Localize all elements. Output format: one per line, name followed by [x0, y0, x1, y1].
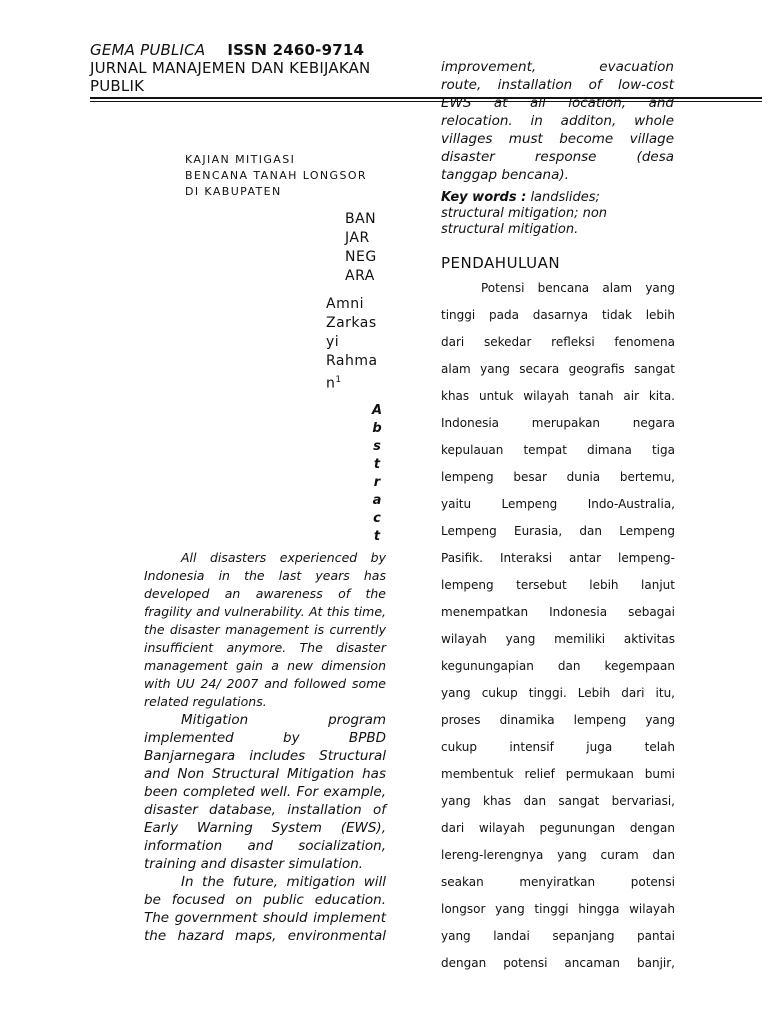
article-title-line: DI KABUPATEN [185, 185, 282, 198]
body-line: lereng-lerengnya yang curam dan [441, 848, 675, 862]
body-line: kepulauan tempat dimana tiga [441, 443, 675, 457]
abstract-body [144, 549, 386, 945]
region-line: ARA [345, 268, 375, 284]
body-line: yang khas dan sangat bervariasi, [441, 794, 675, 808]
body-line: Indonesia merupakan negara [441, 416, 675, 430]
body-line: kegunungapian dan kegempaan [441, 659, 675, 673]
journal-subtitle-line1: JURNAL MANAJEMEN DAN KEBIJAKAN [90, 59, 371, 77]
abstract-cont-line: tanggap bencana). [441, 167, 569, 183]
region-line: BAN [345, 211, 377, 227]
body-text [441, 275, 675, 977]
journal-header [90, 41, 364, 59]
region-line: NEG [345, 249, 377, 265]
abstract-paragraph-3: In the future, mitigation will be focused on public education. The government should implement the hazard maps, environmental [144, 874, 386, 944]
body-line: Pasifik. Interaksi antar lempeng- [441, 551, 675, 565]
body-line: seakan menyiratkan potensi [441, 875, 675, 889]
body-line: dari wilayah pegunungan dengan [441, 821, 675, 835]
body-line: wilayah yang memiliki aktivitas [441, 632, 675, 646]
body-line: Potensi bencana alam yang [481, 281, 675, 295]
body-line: longsor yang tinggi hingga wilayah [441, 902, 675, 916]
author-line: n [326, 375, 336, 392]
keywords-text: landslides; [526, 190, 600, 205]
body-line: membentuk relief permukaan bumi [441, 767, 675, 781]
abstract-paragraph-1: All disasters experienced by Indonesia in the last years has developed an awareness of the fragility and vulnerability. At this time, the disaster management is currently insufficient anymore. The disaster management gain a new dimension with UU 24/ 2007 and followed some related regulations. [144, 550, 386, 709]
article-title [185, 152, 395, 200]
abstract-paragraph-2: Mitigation program implemented by BPBD Banjarnegara includes Structural and Non Structural Mitigation has been completed well. For example, disaster database, installation of Early Warning System (EWS), information and socialization, training and disaster simulation. [144, 712, 386, 872]
body-line: yang cukup tinggi. Lebih dari itu, [441, 686, 675, 700]
body-line: yang landai sepanjang pantai [441, 929, 675, 943]
body-line: lempeng besar dunia bertemu, [441, 470, 675, 484]
body-line: cukup intensif juga telah [441, 740, 675, 754]
author-line: yi [326, 334, 340, 350]
abstract-continuation [441, 58, 674, 184]
body-line: yaitu Lempeng Indo-Australia, [441, 497, 675, 511]
abstract-letter: a [372, 493, 382, 508]
keywords-label: Key words : [441, 190, 527, 205]
journal-subtitle-line2: PUBLIK [90, 77, 145, 95]
abstract-cont-line: improvement, evacuation [441, 59, 674, 75]
body-line: Lempeng Eurasia, dan Lempeng [441, 524, 675, 538]
region-line: JAR [345, 230, 370, 246]
article-title-line: BENCANA TANAH LONGSOR [185, 169, 367, 182]
abstract-letter: t [373, 457, 381, 472]
keywords-text: structural mitigation; non [441, 206, 608, 221]
body-line: dari sekedar refleksi fenomena [441, 335, 675, 349]
author-name [326, 295, 378, 394]
author-footnote-mark: 1 [335, 375, 342, 385]
abstract-cont-line: relocation. in additon, whole [441, 113, 674, 129]
abstract-letter: b [372, 421, 382, 436]
author-line: Zarkas [326, 315, 377, 331]
body-line: proses dinamika lempeng yang [441, 713, 675, 727]
abstract-letter: r [373, 475, 381, 490]
keywords [441, 190, 674, 238]
abstract-letter: s [373, 439, 381, 454]
body-line: dengan potensi ancaman banjir, [441, 956, 675, 970]
section-title: PENDAHULUAN [441, 254, 561, 272]
abstract-heading [368, 402, 386, 546]
body-line: alam yang secara geografis sangat [441, 362, 675, 376]
abstract-cont-line: villages must become village [441, 131, 674, 147]
body-line: khas untuk wilayah tanah air kita. [441, 389, 675, 403]
author-line: Rahma [326, 353, 378, 369]
body-line: lempeng tersebut lebih lanjut [441, 578, 675, 592]
author-line: Amni [326, 296, 364, 312]
issn: ISSN 2460-9714 [227, 41, 365, 59]
body-line: menempatkan Indonesia sebagai [441, 605, 675, 619]
journal-name: GEMA PUBLICA [90, 41, 206, 59]
body-line: tinggi pada dasarnya tidak lebih [441, 308, 675, 322]
abstract-letter: t [373, 529, 381, 544]
abstract-letter: c [373, 511, 381, 526]
abstract-cont-line: disaster response (desa [441, 149, 674, 165]
abstract-letter: A [371, 403, 383, 418]
article-title-line: KAJIAN MITIGASI [185, 153, 296, 166]
abstract-cont-line: route, installation of low-cost [441, 77, 674, 93]
abstract-cont-line: EWS at all location, and [441, 95, 674, 111]
article-title-region [345, 210, 377, 286]
keywords-text: structural mitigation. [441, 222, 579, 237]
